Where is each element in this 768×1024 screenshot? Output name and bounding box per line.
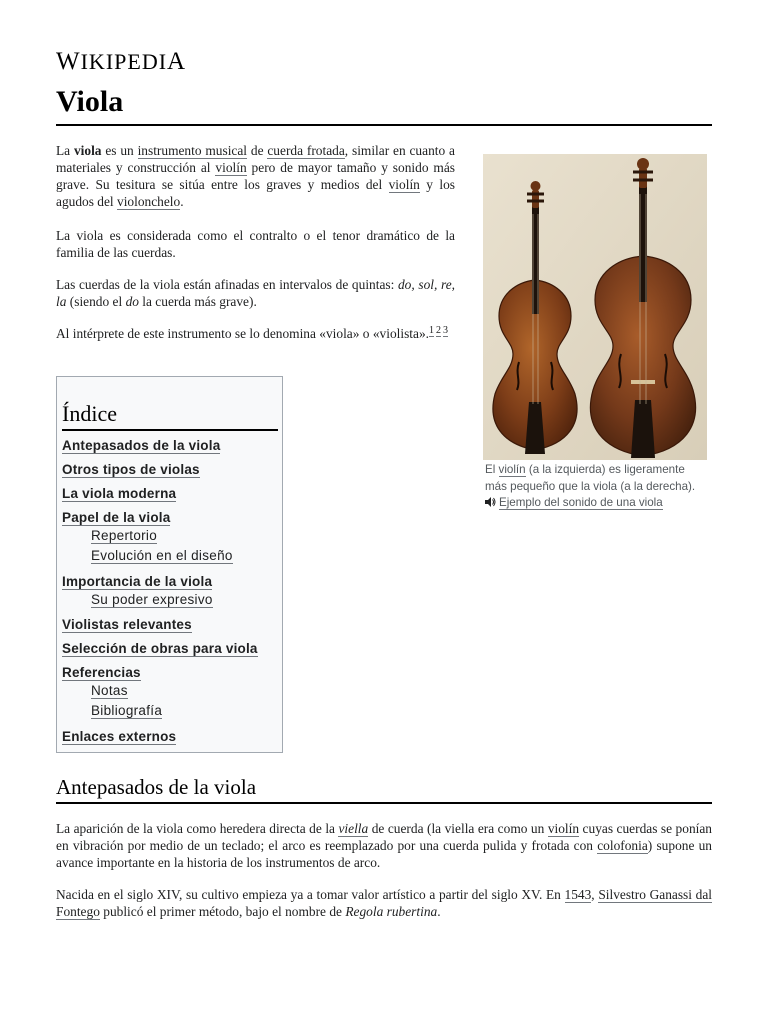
section1-paragraph-2 [56, 886, 712, 920]
toc-label: Notas [91, 683, 128, 698]
toc-item-enlaces-externos[interactable] [62, 728, 176, 745]
violin-and-viola-photo[interactable] [483, 154, 707, 460]
toc-label: Bibliografía [91, 703, 163, 718]
link-instrumento-musical[interactable]: instrumento musical [137, 143, 248, 158]
link-viella[interactable] [338, 821, 368, 837]
toc-label: La viola moderna [62, 486, 177, 501]
page-title: Viola [56, 84, 712, 126]
intro-paragraph-3 [56, 276, 455, 310]
toc-label: Otros tipos de violas [62, 462, 200, 477]
link-violin[interactable]: violín [547, 821, 580, 836]
toc-item-otros-tipos[interactable] [62, 461, 200, 478]
logo-letter-first: W [56, 48, 81, 75]
link-1543[interactable]: 1543 [564, 887, 592, 902]
toc-label: Papel de la viola [62, 510, 171, 525]
reference-link-2[interactable]: 2 [436, 324, 441, 336]
toc-item-referencias[interactable] [62, 664, 141, 681]
text: , similar en cuanto a materiales y construcción al [56, 143, 455, 175]
link-cuerda-frotada[interactable]: cuerda frotada [267, 143, 345, 158]
toc-label: Repertorio [91, 528, 158, 543]
figure-caption [483, 462, 707, 512]
audio-example[interactable] [485, 496, 663, 509]
text: Nacida en el siglo XIV, su cultivo empieza ya a tomar valor artístico a partir del siglo XV. En [56, 887, 565, 902]
italic-link-text: viella [338, 821, 369, 836]
toc-label: Selección de obras para viola [62, 641, 258, 656]
wikipedia-logo[interactable] [56, 48, 186, 76]
toc-item-poder-expresivo[interactable] [91, 591, 213, 608]
audio-example-link[interactable]: Ejemplo del sonido de una viola [499, 496, 663, 509]
text: La [56, 143, 74, 158]
reference-link-3[interactable]: 3 [443, 324, 448, 336]
text: Las cuerdas de la viola están afinadas en intervalos de quintas: [56, 277, 398, 292]
speaker-icon [485, 497, 496, 507]
text: pero de mayor tamaño y sonido más grave. Su tesitura se sitúa entre los graves y medios del [56, 160, 455, 192]
toc-item-seleccion-obras[interactable] [62, 640, 258, 657]
toc-item-repertorio[interactable] [91, 527, 157, 544]
text: La aparición de la viola como heredera directa de la [56, 821, 339, 836]
intro-paragraph-1 [56, 142, 455, 210]
toc-item-viola-moderna[interactable] [62, 485, 176, 502]
bold-term: viola [73, 143, 102, 158]
toc-label: Enlaces externos [62, 729, 177, 744]
toc-item-bibliografia[interactable] [91, 702, 162, 719]
toc-label: Importancia de la viola [62, 574, 213, 589]
text: publicó el primer método, bajo el nombre de [99, 904, 346, 919]
text: (siendo el [66, 294, 126, 309]
text: , [591, 887, 599, 902]
toc-item-notas[interactable] [91, 682, 128, 699]
italic-notes: do, sol, re, la [56, 277, 455, 309]
link-colofonia[interactable]: colofonia [597, 838, 648, 853]
text: . [180, 194, 184, 209]
table-of-contents [56, 376, 283, 753]
text: (a la izquierda) es ligeramente más pequeño que la viola (a la derecha). [485, 463, 696, 493]
text: cuyas cuerdas se ponían en vibración por medio de un teclado; el arco es reemplazado por una cuerda pulida y frotada con [56, 821, 712, 853]
italic-title: Regola rubertina [345, 904, 438, 919]
italic-note: do [125, 294, 139, 309]
toc-label: Antepasados de la viola [62, 438, 221, 453]
section-heading-antepasados: Antepasados de la viola [56, 773, 712, 804]
intro-paragraph-4 [56, 325, 455, 342]
toc-label: Violistas relevantes [62, 617, 192, 632]
reference-link-1[interactable]: 1 [429, 324, 434, 336]
logo-letter-last: A [167, 48, 187, 75]
link-silvestro-ganassi[interactable]: Silvestro Ganassi dal Fontego [56, 887, 712, 919]
text: ) supone un avance importante en la historia de los instrumentos de arco. [56, 838, 712, 870]
toc-label: Su poder expresivo [91, 592, 213, 607]
text: . [437, 904, 441, 919]
toc-item-violistas[interactable] [62, 616, 192, 633]
toc-item-papel[interactable] [62, 509, 170, 526]
toc-title: Índice [62, 399, 278, 431]
text: de [247, 143, 268, 158]
references [429, 325, 450, 336]
figure-violin-viola [483, 154, 707, 512]
toc-label: Evolución en el diseño [91, 548, 233, 563]
toc-label: Referencias [62, 665, 141, 680]
intro-paragraph-2: La viola es considerada como el contralto o el tenor dramático de la familia de las cuerdas. [56, 228, 455, 260]
text: la cuerda más grave). [138, 294, 257, 309]
text: y los agudos del [56, 177, 455, 209]
caption-link-violin[interactable]: violín [498, 463, 526, 476]
link-violin[interactable]: violín [388, 177, 420, 192]
text: es un [101, 143, 138, 158]
toc-item-antepasados[interactable] [62, 437, 220, 454]
link-violin[interactable]: violín [215, 160, 247, 175]
section1-paragraph-1 [56, 820, 712, 871]
toc-item-importancia[interactable] [62, 573, 212, 590]
text: Al intérprete de este instrumento se lo denomina «viola» o «violista». [56, 326, 429, 341]
text: El [485, 463, 499, 476]
toc-item-evolucion[interactable] [91, 547, 233, 564]
link-violonchelo[interactable]: violonchelo [117, 194, 181, 209]
text: de cuerda (la viella era como un [368, 821, 548, 836]
logo-letters-middle: IKIPEDI [80, 49, 168, 74]
